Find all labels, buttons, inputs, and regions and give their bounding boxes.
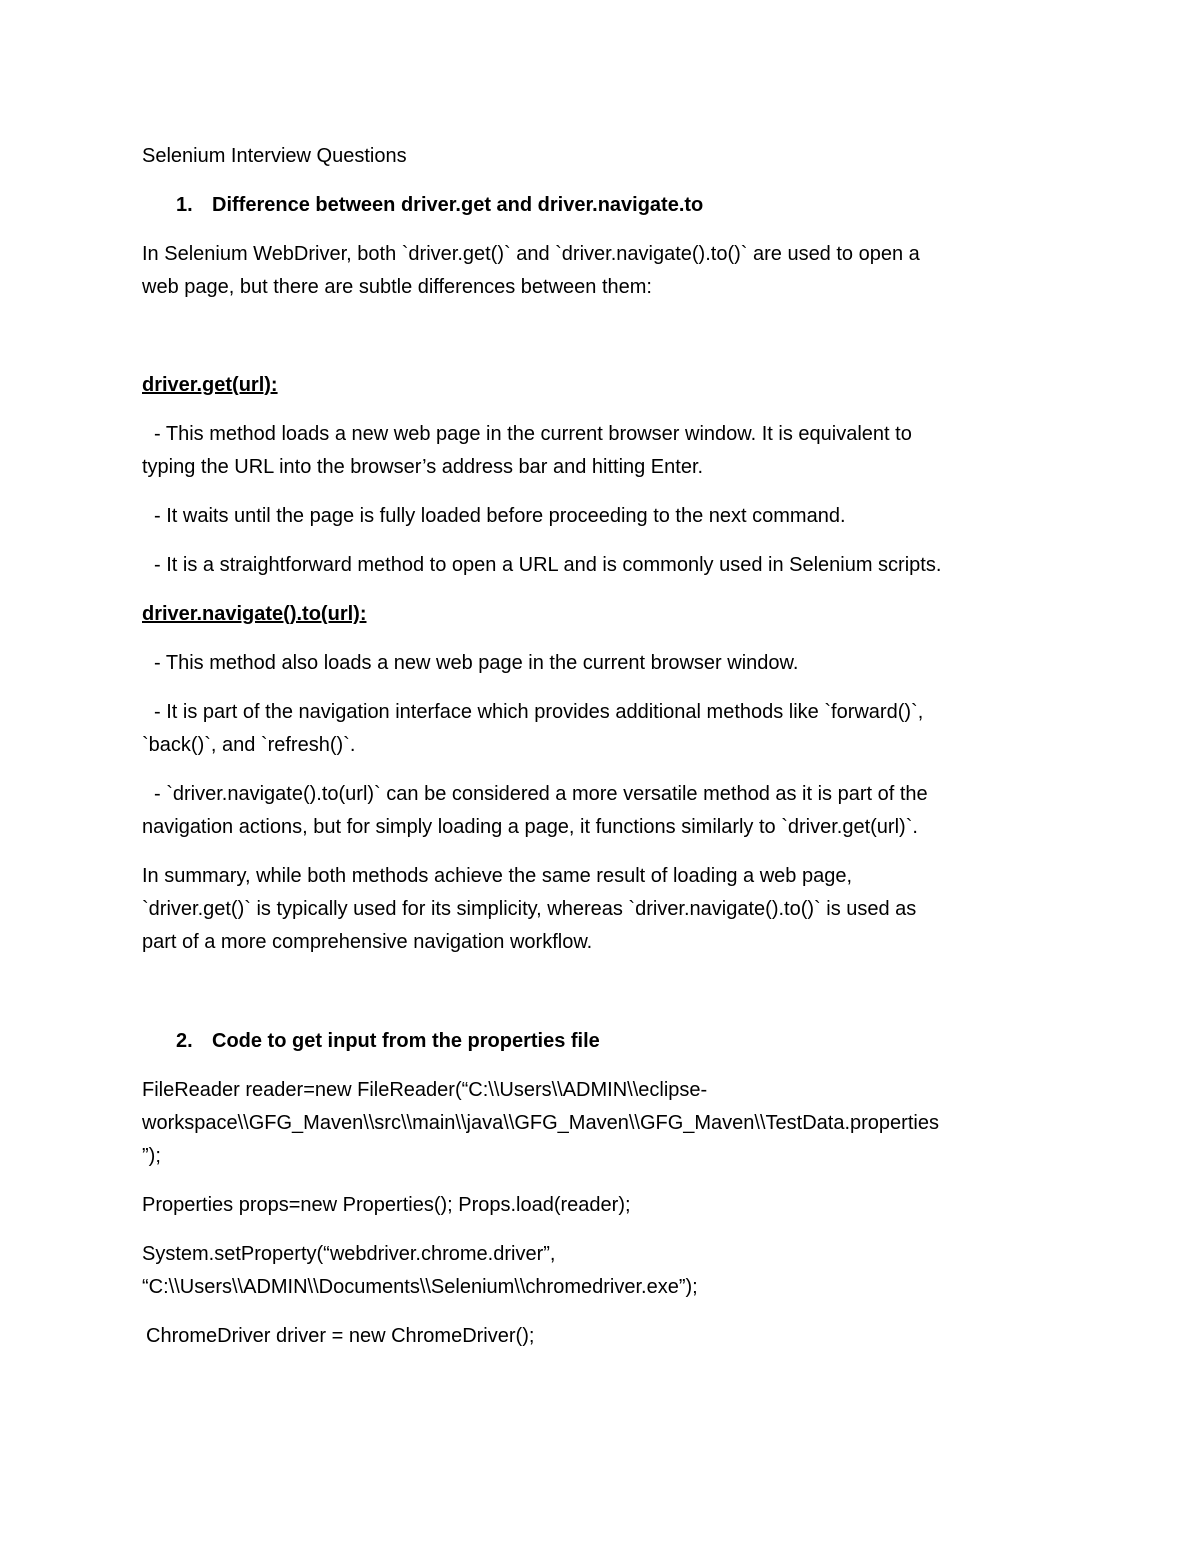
summary-line-3: part of a more comprehensive navigation workflow. [142, 931, 593, 953]
code-line-6: “C:\\Users\\ADMIN\\Documents\\Selenium\\chromedriver.exe”); [142, 1276, 698, 1298]
nav-point-2-line-1: - It is part of the navigation interface which provides additional methods like `forward()`, [154, 701, 924, 723]
driver-navigate-heading: driver.navigate().to(url): [142, 603, 367, 625]
nav-point-3-line-2: navigation actions, but for simply loading a page, it functions similarly to `driver.get(url)`. [142, 816, 918, 838]
driver-get-heading: driver.get(url): [142, 374, 278, 396]
code-line-7: ChromeDriver driver = new ChromeDriver(); [146, 1325, 535, 1347]
get-point-1-line-2: typing the URL into the browser’s address bar and hitting Enter. [142, 456, 704, 478]
nav-point-1: - This method also loads a new web page in the current browser window. [154, 652, 799, 674]
nav-point-2-line-2: `back()`, and `refresh()`. [142, 734, 356, 756]
q2-heading: Code to get input from the properties file [212, 1030, 600, 1052]
get-point-1-line-1: - This method loads a new web page in the current browser window. It is equivalent to [154, 423, 912, 445]
summary-line-1: In summary, while both methods achieve the same result of loading a web page, [142, 865, 853, 887]
q1-heading: Difference between driver.get and driver.navigate.to [212, 194, 704, 216]
q1-intro-line-1: In Selenium WebDriver, both `driver.get()` and `driver.navigate().to()` are used to open a [142, 243, 920, 265]
code-line-1: FileReader reader=new FileReader(“C:\\Users\\ADMIN\\eclipse- [142, 1079, 708, 1101]
code-line-5: System.setProperty(“webdriver.chrome.driver”, [142, 1243, 556, 1265]
get-point-2: - It waits until the page is fully loaded before proceeding to the next command. [154, 505, 846, 527]
code-line-2: workspace\\GFG_Maven\\src\\main\\java\\GFG_Maven\\GFG_Maven\\TestData.properties [142, 1112, 939, 1134]
nav-point-3-line-1: - `driver.navigate().to(url)` can be considered a more versatile method as it is part of the [154, 783, 928, 805]
q2-number: 2. [176, 1030, 193, 1052]
get-point-3: - It is a straightforward method to open a URL and is commonly used in Selenium scripts. [154, 554, 942, 576]
summary-line-2: `driver.get()` is typically used for its simplicity, whereas `driver.navigate().to()` is used as [142, 898, 917, 920]
document-title: Selenium Interview Questions [142, 145, 407, 167]
code-line-3: ”); [142, 1145, 161, 1167]
q1-number: 1. [176, 194, 193, 216]
q1-intro-line-2: web page, but there are subtle differences between them: [142, 276, 652, 298]
code-line-4: Properties props=new Properties(); Props.load(reader); [142, 1194, 631, 1216]
